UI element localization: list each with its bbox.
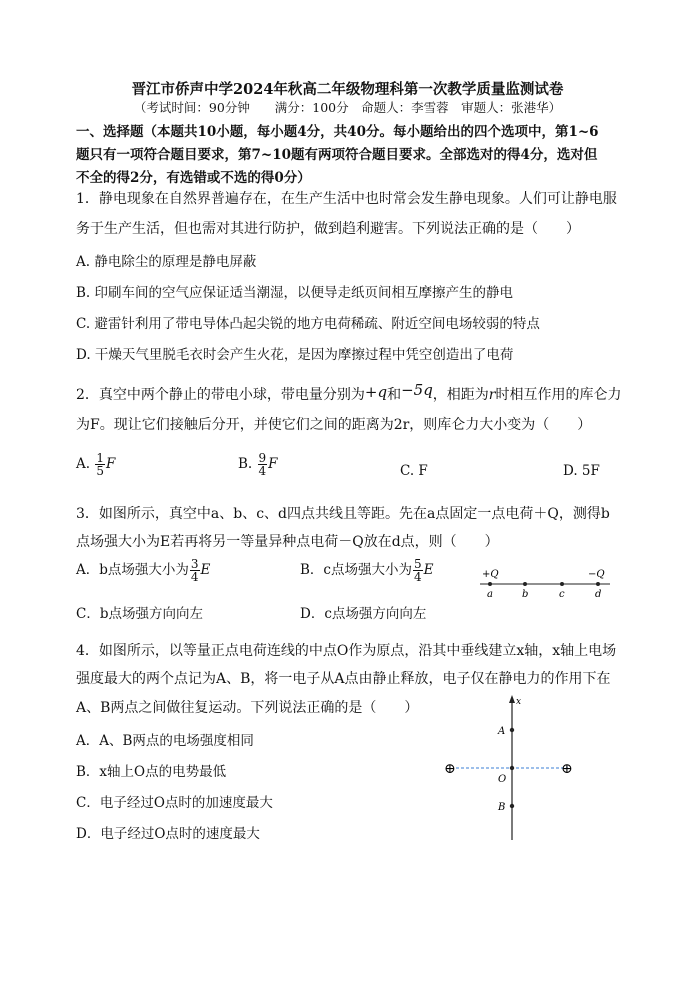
q3-label-b: b [522,589,529,600]
q3-label-c: c [559,589,565,600]
q1-option-b: B. 印刷车间的空气应保证适当潮湿，以便导走纸页间相互摩擦产生的静电 [76,285,514,301]
q2-option-d: D. 5F [563,463,600,479]
q3-option-d: D．c点场强方向向左 [300,606,427,622]
q2-stem-part2: ，相距为 [432,387,489,403]
q3-figure [470,565,620,603]
q3-stem-line2: 点场强大小为E若再将另一等量异种点电荷－Q放在d点，则（ ） [76,534,499,550]
q4-point-b [510,804,514,808]
q4-label-a: A [498,726,506,737]
q3-option-b-numerator: 5 [413,557,422,571]
q2-option-a-var: F [105,456,116,472]
q4-stem-line3: A、B两点之间做往复运动。下列说法正确的是（ ） [76,700,419,716]
q1-stem-line1: 1．静电现象在自然界普遍存在，在生产生活中也时常会发生静电现象。人们可让静电服 [76,191,617,207]
q1-stem-line2: 务于生产生活，但也需对其进行防护，做到趋利避害。下列说法正确的是（ ） [76,221,580,237]
q3-option-a-numerator: 3 [190,557,199,571]
q2-option-b-denominator: 4 [258,464,267,478]
q3-label-minusq: −Q [588,569,605,580]
section-instructions-line1: 一、选择题（本题共10小题，每小题4分，共40分。每小题给出的四个选项中，第1~6 [76,124,599,140]
q2-option-b [238,452,278,477]
q3-label-plusq: +Q [482,569,499,580]
q3-label-a: a [487,589,493,600]
q1-option-d: D. 干燥天气里脱毛衣时会产生火花，是因为摩擦过程中凭空创造出了电荷 [76,347,514,363]
q3-option-b-var: E [423,562,434,578]
section-instructions-line3: 不全的得2分，有选错或不选的得0分） [76,170,311,186]
q3-option-a-denominator: 4 [190,570,199,584]
q3-point-c [560,582,564,586]
q3-option-b-denominator: 4 [413,570,422,584]
q4-label-o: O [498,774,507,785]
q2-option-c: C. F [400,463,428,479]
q1-option-a: A. 静电除尘的原理是静电屏蔽 [76,254,257,270]
q2-stem-line2: 为F。现让它们接触后分开，并使它们之间的距离为2r，则库仑力大小变为（ ） [76,417,592,433]
q2-and: 和 [387,387,402,403]
q2-charge1: +q [364,383,388,401]
q4-stem-line2: 强度最大的两个点记为A、B，将一电子从A点由静止释放，电子仅在静电力的作用下在 [76,671,611,687]
q4-stem-line1: 4．如图所示，以等量正点电荷连线的中点O作为原点，沿其中垂线建立x轴，x轴上电场 [76,643,617,659]
q1-option-c: C. 避雷针利用了带电导体凸起尖锐的地方电荷稀疏、附近空间电场较弱的特点 [76,316,540,332]
q2-option-a-numerator: 1 [96,451,104,465]
q2-option-a-denominator: 5 [96,464,104,478]
q3-option-a-text: A．b点场强大小为 [76,562,189,578]
exam-title: 晋江市侨声中学2024年秋高二年级物理科第一次教学质量监测试卷 [131,81,564,98]
q2-option-a [76,452,115,477]
q3-option-c: C．b点场强方向向左 [76,606,203,622]
q3-point-b [523,582,527,586]
q2-option-b-numerator: 9 [258,451,267,465]
q3-option-b [300,558,433,583]
section-instructions-line2: 题只有一项符合题目要求，第7~10题有两项符合题目要求。全部选对的得4分，选对但 [76,147,598,163]
q2-option-a-fraction [95,452,105,477]
q4-point-o [510,766,514,770]
q4-figure [440,690,590,845]
q2-option-b-label: B. [238,456,253,472]
q4-point-a [510,728,514,732]
exam-subtitle: （考试时间：90分钟 满分：100分 命题人：李雪蓉 审题人：张港华） [133,100,562,115]
q2-stem-line1 [76,381,622,404]
q4-axis-arrow [509,695,515,703]
q3-option-a [76,558,210,583]
q3-option-a-fraction [190,558,200,583]
q4-option-d: D．电子经过O点时的速度最大 [76,826,260,842]
q4-option-b: B．x轴上O点的电势最低 [76,764,227,780]
q3-point-d [596,582,600,586]
q4-right-charge: ⊕ [561,761,573,777]
q3-option-b-fraction [413,558,423,583]
q2-stem-part1: 2．真空中两个静止的带电小球，带电量分别为 [76,387,365,403]
q4-option-c: C．电子经过O点时的加速度最大 [76,795,273,811]
q2-stem-part3: 时相互作用的库仑力 [495,387,622,403]
q3-option-b-text: B．c点场强大小为 [300,562,412,578]
q2-charge2: −5q [401,381,433,399]
q3-option-a-var: E [200,562,211,578]
q2-option-b-fraction [258,452,268,477]
q4-left-charge: ⊕ [444,761,456,777]
q2-distance: r [488,387,496,403]
q2-option-b-var: F [268,456,278,472]
q3-stem-line1: 3．如图所示，真空中a、b、c、d四点共线且等距。先在a点固定一点电荷＋Q，测得b [76,506,610,522]
q3-label-d: d [595,589,602,600]
q4-label-b: B [498,802,506,813]
q4-label-x: x [516,697,522,707]
q4-option-a: A．A、B两点的电场强度相同 [76,733,254,749]
q2-option-a-label: A. [76,456,91,472]
q3-point-a [488,582,492,586]
